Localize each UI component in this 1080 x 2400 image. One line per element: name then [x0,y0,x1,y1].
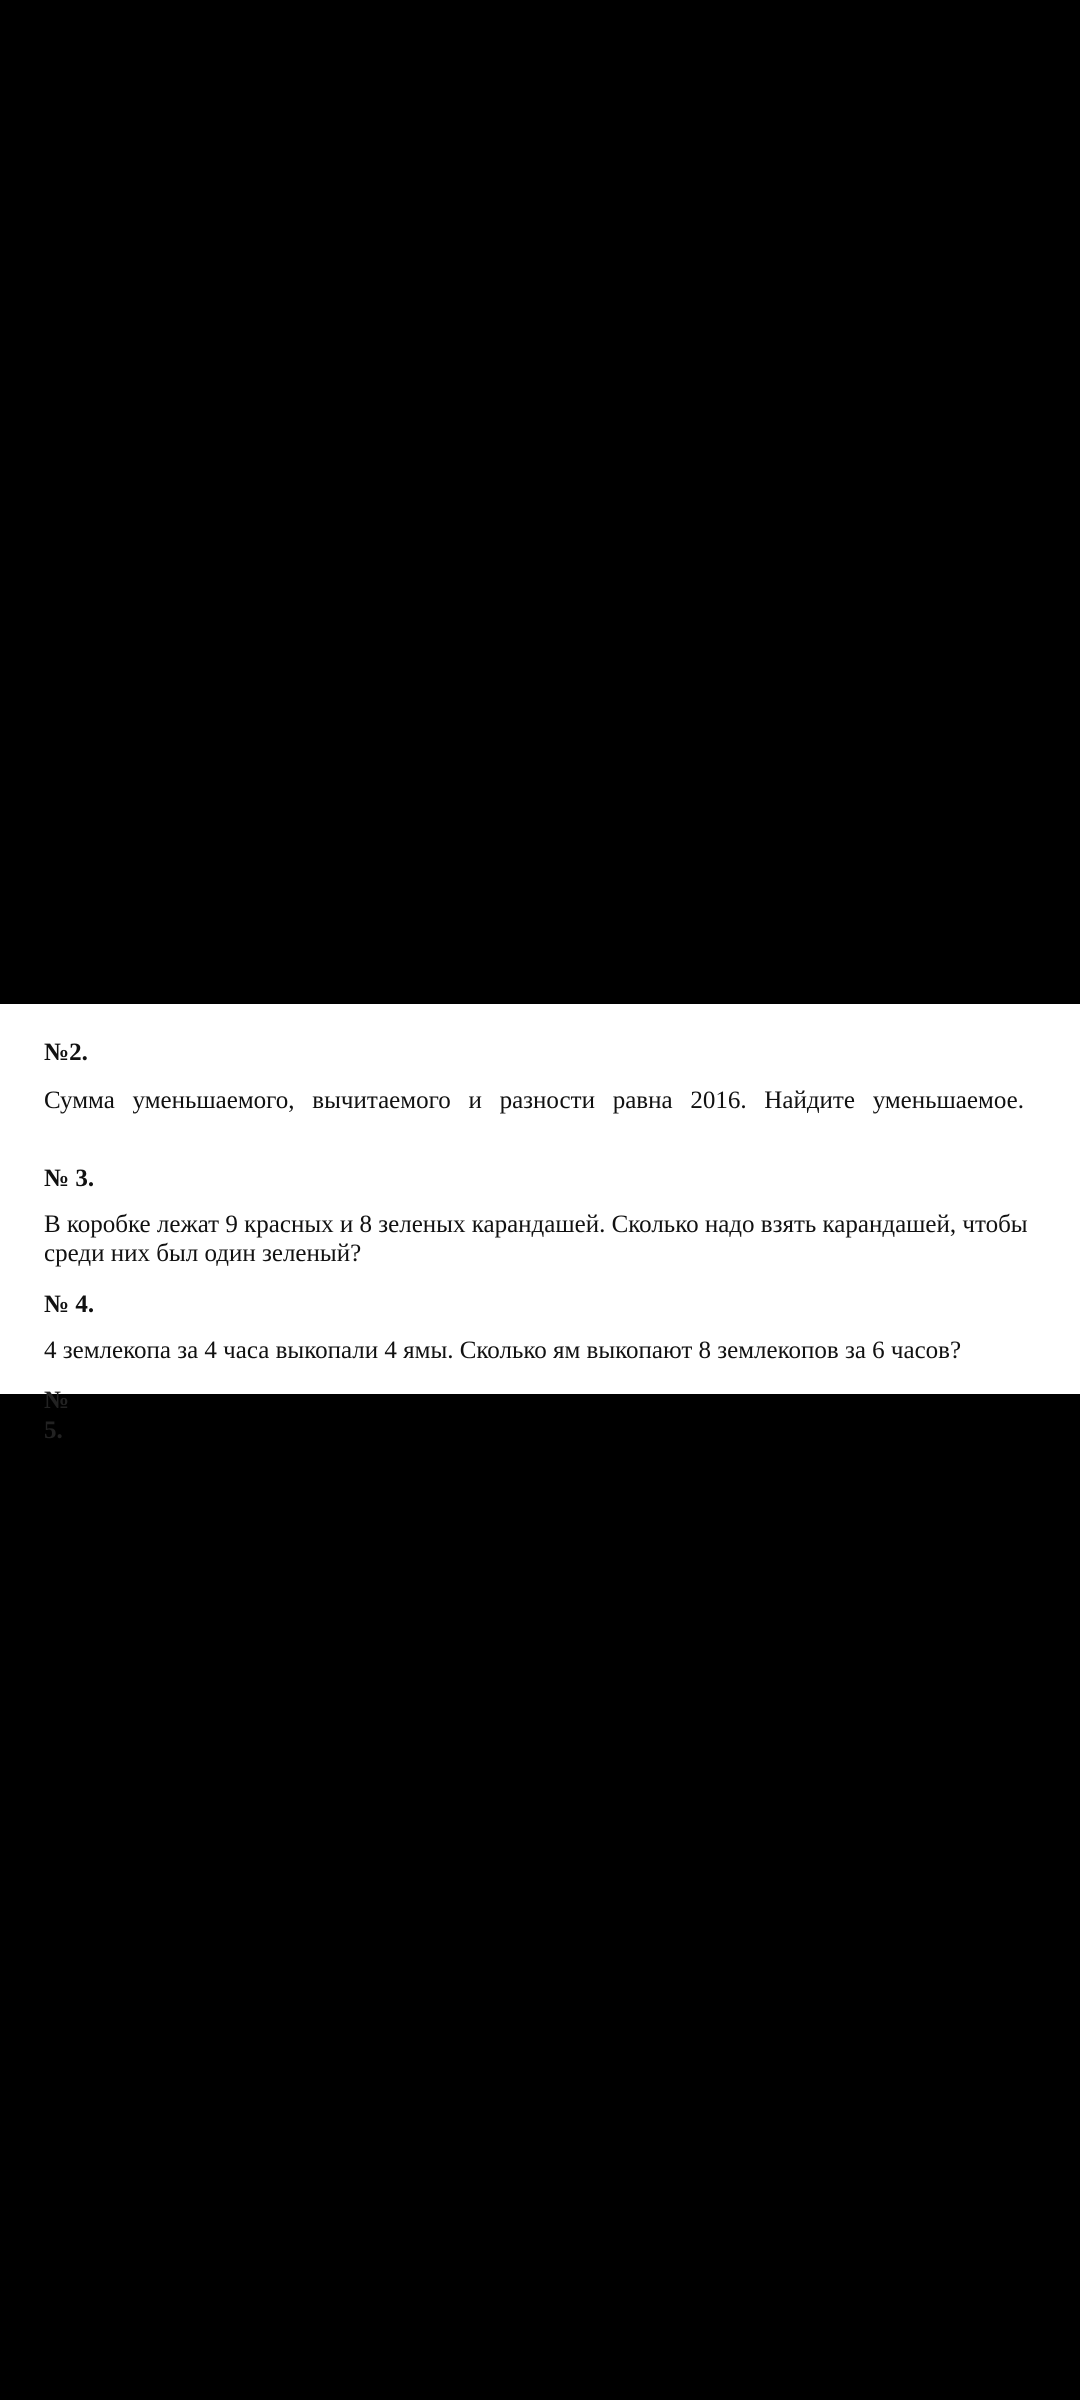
problem-3-text: В коробке лежат 9 красных и 8 зеленых карандашей. Сколько надо взять карандашей, чтобы среди них был один зеленый? [44,1211,1028,1267]
document-photo [0,1004,1080,1444]
problem-2-word: разности [499,1087,595,1114]
problem-2-word: Сумма [44,1087,115,1114]
problem-2-word: и [468,1087,482,1114]
problem-3-number: № 3. [44,1165,95,1192]
problem-2-word: Найдите [764,1087,855,1114]
problem-2-word: уменьшаемое. [872,1087,1024,1114]
problem-2-number: №2. [44,1039,88,1066]
problem-2-word: 2016. [690,1087,747,1114]
problem-2-word: равна [612,1087,673,1114]
problem-2-word: вычитаемого [312,1087,451,1114]
problem-2-word: уменьшаемого, [132,1087,295,1114]
problem-4-number: № 4. [44,1291,95,1318]
next-problem-cutoff: № 5. [44,1387,70,1444]
problem-4-text: 4 землекопа за 4 часа выкопали 4 ямы. Сколько ям выкопают 8 землекопов за 6 часов? [44,1337,962,1364]
problem-2-text [44,1086,1024,1115]
